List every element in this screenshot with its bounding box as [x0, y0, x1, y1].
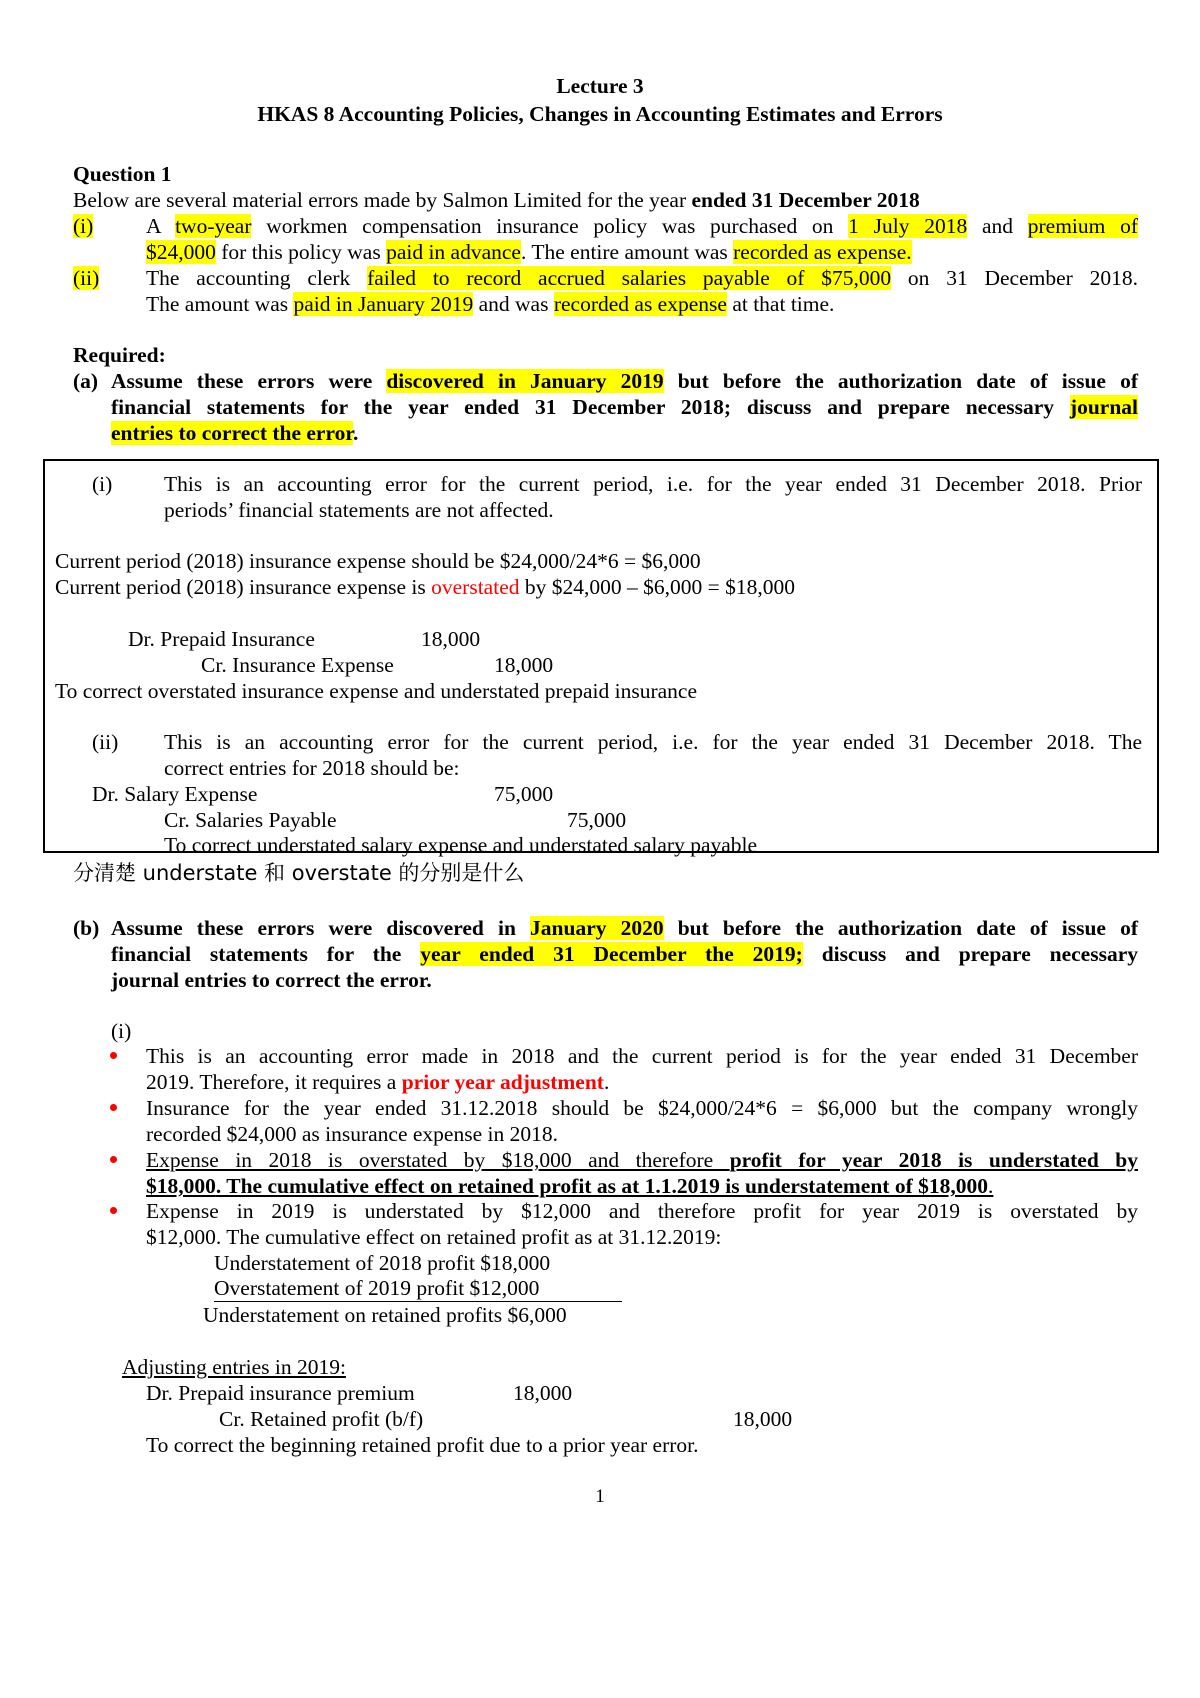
journal1-debit-amount: 18,000: [421, 627, 481, 651]
answer-b-bullet4-line1: Expense in 2019 is understated by $12,000 and therefore profit for year 2019 is overstated by: [146, 1199, 1138, 1223]
required-a-line3: entries to correct the error.: [111, 421, 359, 445]
adjusting-narration: To correct the beginning retained profit due to a prior year error.: [146, 1433, 699, 1457]
item-i-line2: $24,000 for this policy was paid in advance. The entire amount was recorded as expense.: [146, 240, 912, 264]
answer-b-bullet3-line2: $18,000. The cumulative effect on retained profit as at 1.1.2019 is understatement of $18,000.: [146, 1174, 994, 1198]
item-ii-line2: The amount was paid in January 2019 and was recorded as expense at that time.: [146, 292, 835, 316]
journal2-debit-account: Dr. Salary Expense: [92, 782, 258, 806]
adjusting-credit-account: Cr. Retained profit (b/f): [219, 1407, 424, 1431]
calc-overstatement-2019: Overstatement of 2019 profit $12,000: [214, 1275, 622, 1302]
annotation-note: 分清楚 understate 和 overstate 的分别是什么: [73, 861, 525, 885]
journal2-credit-amount: 75,000: [567, 808, 627, 832]
item-label-i: (i): [73, 214, 94, 238]
adjusting-debit-account: Dr. Prepaid insurance premium: [146, 1381, 415, 1405]
item-label-ii: (ii): [73, 266, 100, 290]
question-heading: Question 1: [73, 162, 172, 186]
journal1-credit-amount: 18,000: [494, 653, 554, 677]
adjusting-credit-amount: 18,000: [733, 1407, 793, 1431]
bullet-4: [110, 1207, 117, 1214]
item-i-line1: A two-year workmen compensation insurance policy was purchased on 1 July 2018 and premium of: [146, 214, 1139, 238]
journal2-narration: To correct understated salary expense and understated salary payable: [164, 833, 758, 857]
answer-b-bullet2-line2: recorded $24,000 as insurance expense in 2018.: [146, 1122, 558, 1146]
journal1-narration: To correct overstated insurance expense and understated prepaid insurance: [55, 679, 698, 703]
answer-b-bullet3-line1: Expense in 2018 is overstated by $18,000 and therefore profit for year 2018 is understated by: [146, 1148, 1139, 1172]
required-b-label: (b): [73, 916, 100, 940]
answer-b-bullet2-line1: Insurance for the year ended 31.12.2018 should be $24,000/24*6 = $6,000 but the company wrongly: [146, 1096, 1138, 1120]
answer-b-bullet1-line2: 2019. Therefore, it requires a prior year adjustment.: [146, 1070, 610, 1094]
journal1-credit-account: Cr. Insurance Expense: [201, 653, 394, 677]
answer-b-i-label: (i): [111, 1019, 132, 1043]
answer-a-calc1: Current period (2018) insurance expense should be $24,000/24*6 = $6,000: [55, 549, 701, 573]
journal2-debit-amount: 75,000: [494, 782, 554, 806]
document-subtitle: HKAS 8 Accounting Policies, Changes in Accounting Estimates and Errors: [257, 102, 943, 126]
answer-a-ii-line1: This is an accounting error for the current period, i.e. for the year ended 31 December 2018. The: [164, 730, 1142, 754]
answer-a-i-line1: This is an accounting error for the current period, i.e. for the year ended 31 December 2018. Prior: [164, 472, 1142, 496]
answer-a-i-line2: periods’ financial statements are not affected.: [164, 498, 554, 522]
required-heading: Required:: [73, 343, 166, 367]
required-b-line2: financial statements for the year ended 31 December the 2019; discuss and prepare necessary: [111, 942, 1138, 966]
required-a-line1: Assume these errors were discovered in January 2019 but before the authorization date of issue of: [111, 369, 1138, 393]
required-b-line1: Assume these errors were discovered in January 2020 but before the authorization date of issue of: [111, 916, 1138, 940]
lecture-title: Lecture 3: [556, 74, 644, 98]
required-a-line2: financial statements for the year ended 31 December 2018; discuss and prepare necessary journal: [111, 395, 1138, 419]
bullet-2: [110, 1104, 117, 1111]
answer-a-ii-line2: correct entries for 2018 should be:: [164, 756, 460, 780]
adjusting-debit-amount: 18,000: [513, 1381, 573, 1405]
journal2-credit-account: Cr. Salaries Payable: [164, 808, 337, 832]
bullet-1: [110, 1052, 117, 1059]
answer-a-calc2: Current period (2018) insurance expense is overstated by $24,000 – $6,000 = $18,000: [55, 575, 796, 599]
calc-retained-profit: Understatement on retained profits $6,000: [203, 1303, 567, 1327]
page-number: 1: [595, 1486, 605, 1507]
required-a-label: (a): [73, 369, 99, 393]
journal1-debit-account: Dr. Prepaid Insurance: [128, 627, 315, 651]
item-ii-line1: The accounting clerk failed to record accrued salaries payable of $75,000 on 31 December 2018.: [146, 266, 1138, 290]
answer-b-bullet4-line2: $12,000. The cumulative effect on retained profit as at 31.12.2019:: [146, 1225, 722, 1249]
bullet-3: [110, 1156, 117, 1163]
answer-a-i-label: (i): [92, 472, 113, 496]
calc-understatement-2018: Understatement of 2018 profit $18,000: [214, 1251, 551, 1275]
adjusting-entries-heading: Adjusting entries in 2019:: [122, 1355, 346, 1379]
answer-b-bullet1-line1: This is an accounting error made in 2018 and the current period is for the year ended 31 December: [146, 1044, 1138, 1068]
question-intro: Below are several material errors made by Salmon Limited for the year ended 31 December 2018: [73, 188, 920, 212]
answer-a-ii-label: (ii): [92, 730, 119, 754]
required-b-line3: journal entries to correct the error.: [111, 968, 432, 992]
